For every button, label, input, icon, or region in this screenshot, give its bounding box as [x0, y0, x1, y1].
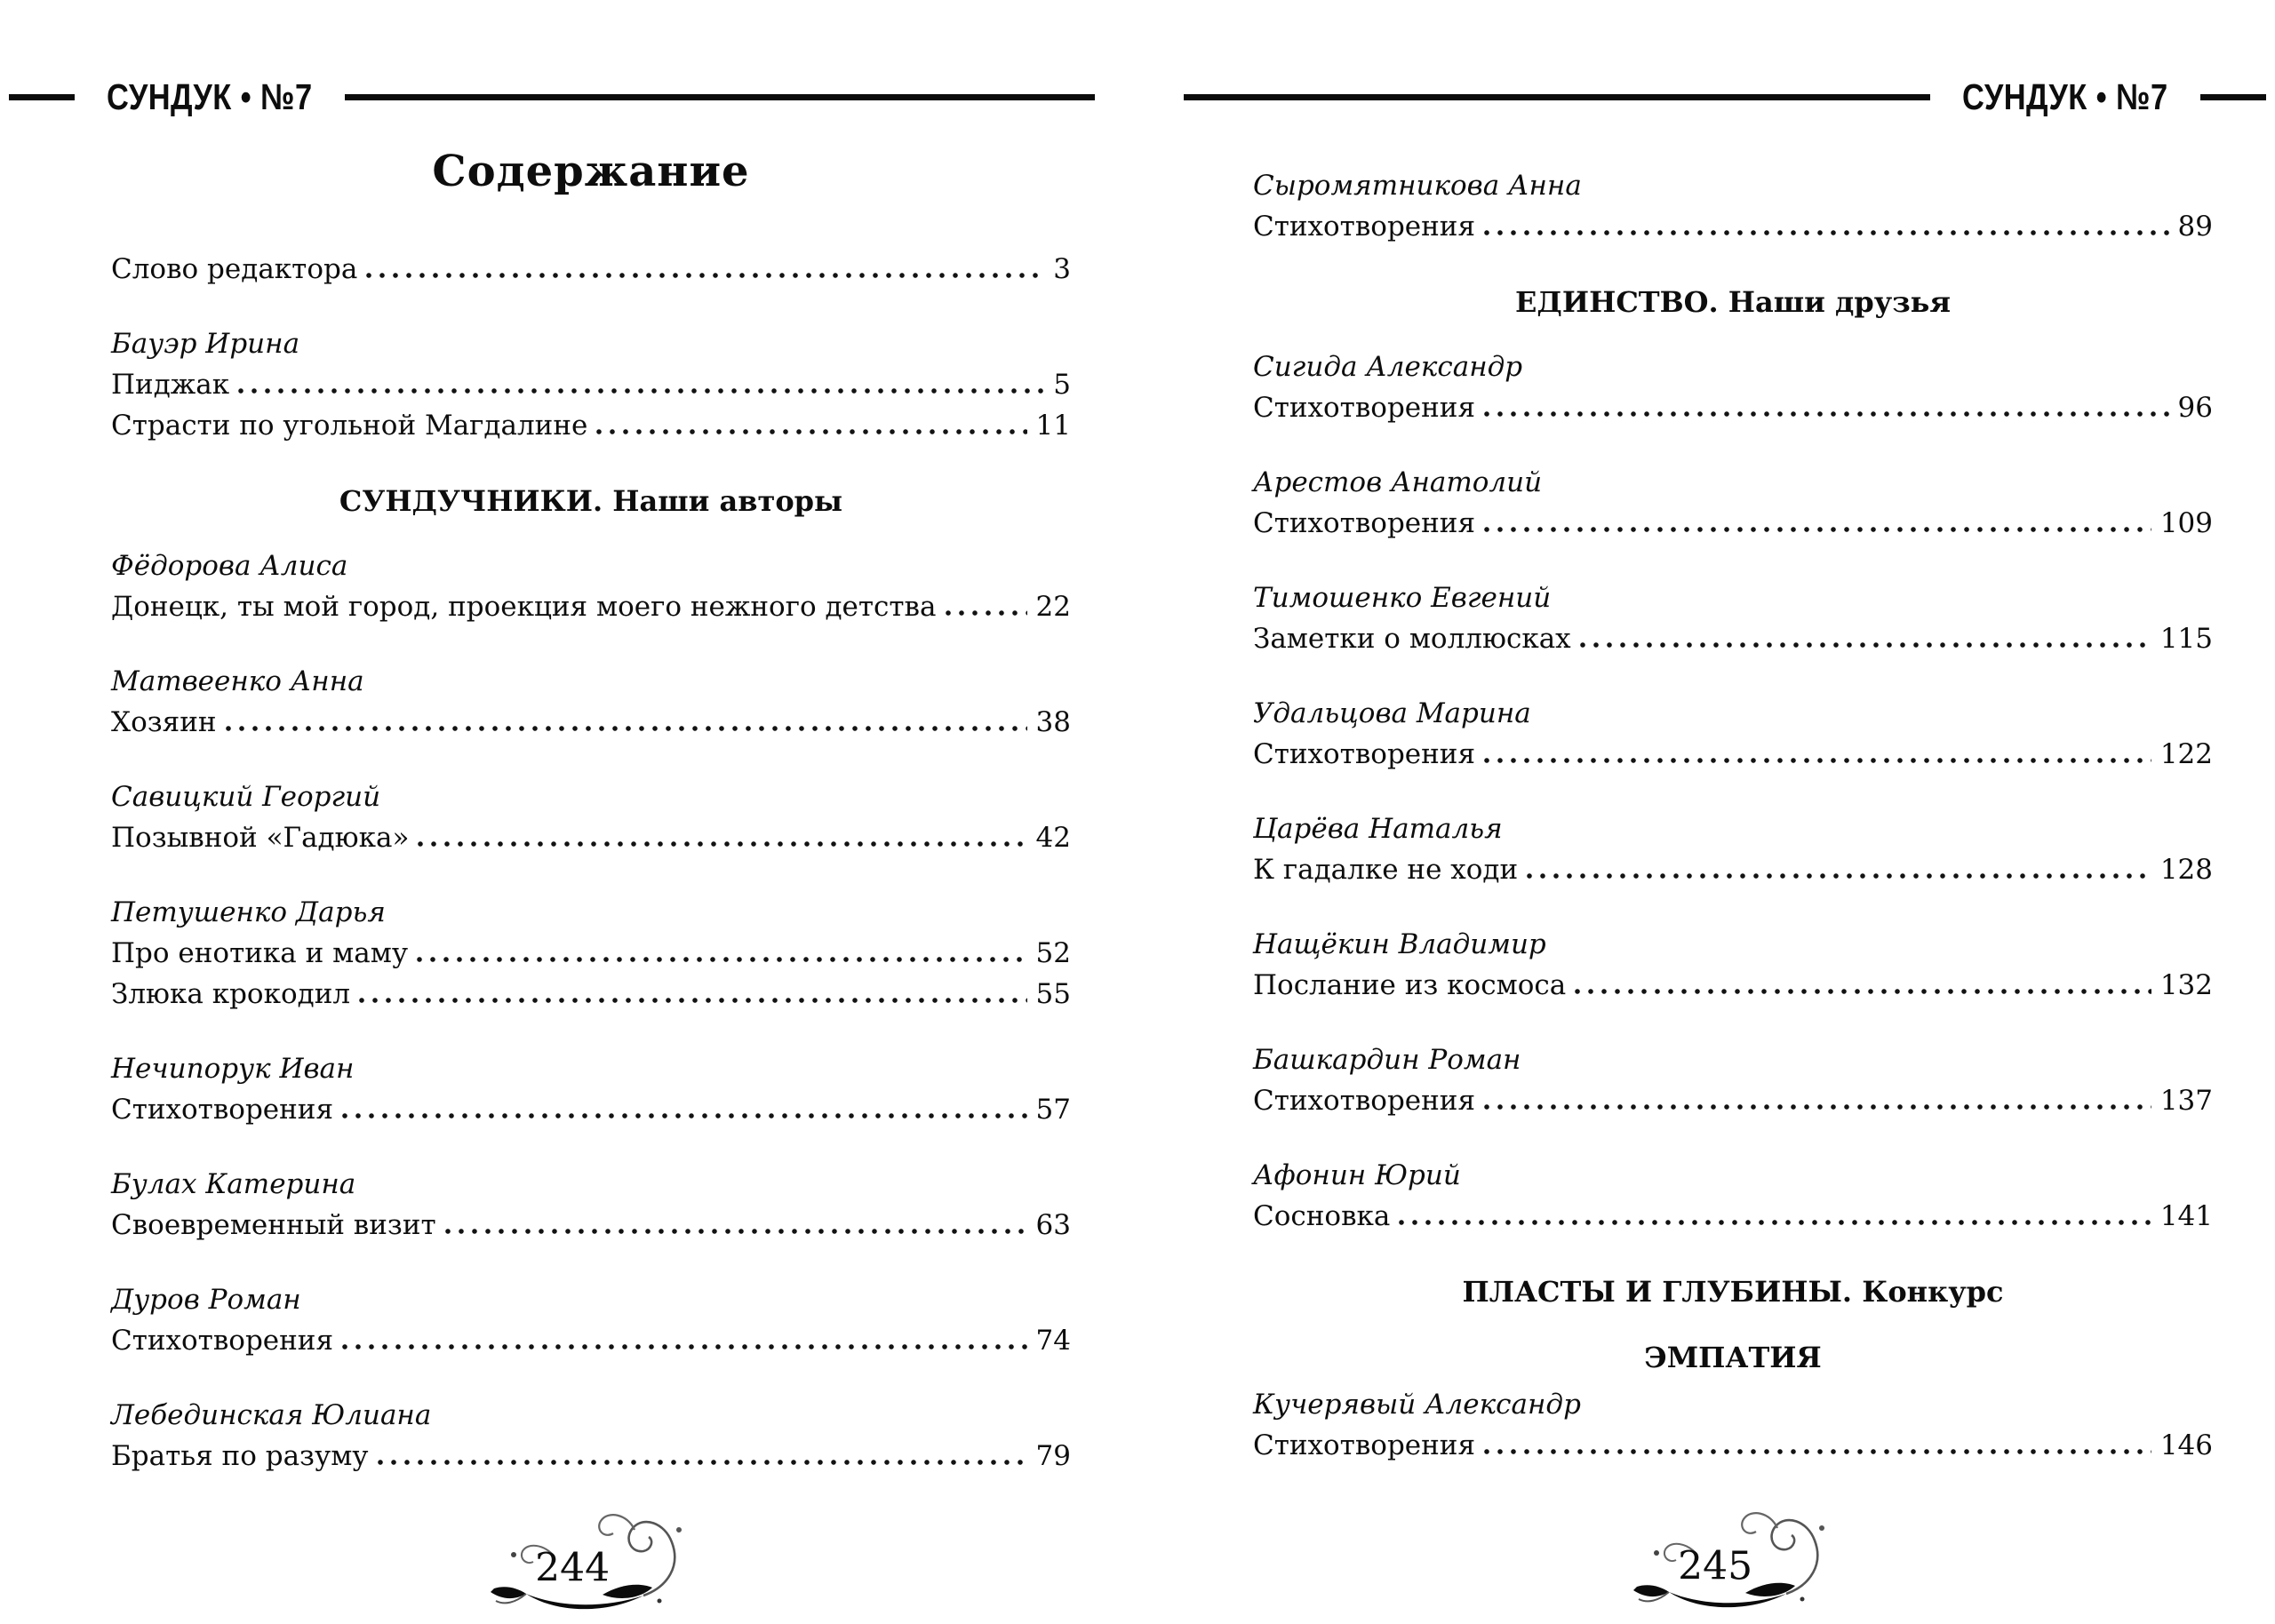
dot-leader — [1484, 527, 2151, 532]
toc-group — [1253, 577, 2213, 659]
toc-entry-page: 42 — [1035, 822, 1071, 854]
dot-leader — [946, 610, 1027, 616]
toc-author: Петушенко Дарья — [111, 896, 386, 928]
toc-entry-title: Послание из космоса — [1253, 969, 1567, 1001]
toc-entry-row — [111, 586, 1071, 627]
toc-entry-page: 5 — [1053, 369, 1071, 401]
toc-entry-page: 96 — [2177, 392, 2213, 424]
header-rule-long — [1184, 94, 1930, 100]
toc-entry-row — [111, 702, 1071, 743]
toc-entry-row — [111, 933, 1071, 974]
toc-author: Башкардин Роман — [1253, 1044, 1521, 1076]
dot-leader — [366, 273, 1044, 278]
toc-entry-page: 63 — [1035, 1209, 1071, 1241]
toc-left — [111, 249, 1071, 1477]
toc-section-header: ПЛАСТЫ И ГЛУБИНЫ. Конкурс — [1462, 1275, 2004, 1309]
toc-entry-title: Хозяин — [111, 706, 217, 738]
dot-leader — [596, 429, 1026, 434]
toc-author: Фёдорова Алиса — [111, 550, 348, 582]
right-page — [1138, 0, 2275, 1624]
toc-author: Савицкий Георгий — [111, 781, 381, 813]
toc-group — [111, 776, 1071, 858]
toc-entry-row — [111, 405, 1071, 446]
dot-leader — [226, 726, 1027, 731]
toc-entry-title: Пиджак — [111, 369, 230, 401]
toc-entry-page: 74 — [1035, 1325, 1071, 1357]
toc-author: Нечипорук Иван — [111, 1053, 355, 1085]
toc-group — [1253, 1039, 2213, 1121]
toc-group — [111, 323, 1071, 446]
dot-leader — [417, 957, 1026, 962]
toc-entry-page: 38 — [1035, 706, 1071, 738]
toc-author: Сыромятникова Анна — [1253, 170, 1582, 202]
toc-entry-page: 11 — [1035, 410, 1071, 442]
toc-entry-row — [1253, 1425, 2213, 1466]
running-head-right — [1138, 76, 2275, 118]
dot-leader — [1580, 642, 2151, 648]
toc-entry-row — [111, 1205, 1071, 1246]
running-head-text: СУНДУК • №7 — [107, 76, 313, 117]
page-number: 244 — [535, 1545, 611, 1591]
dot-leader — [378, 1460, 1027, 1465]
toc-group — [1253, 924, 2213, 1006]
toc-entry-title: Стихотворения — [111, 1094, 334, 1126]
toc-entry-row — [1253, 734, 2213, 775]
dot-leader — [342, 1113, 1027, 1118]
toc-entry-page: 141 — [2159, 1200, 2213, 1232]
toc-author: Царёва Наталья — [1253, 813, 1503, 845]
running-head-text: СУНДУК • №7 — [1962, 76, 2168, 117]
toc-entry-page: 109 — [2159, 507, 2213, 539]
toc-entry-page: 22 — [1035, 591, 1071, 623]
page-number-ornament-right — [1612, 1501, 1852, 1621]
toc-author: Лебединская Юлиана — [111, 1399, 432, 1431]
toc-author: Дуров Роман — [111, 1284, 301, 1316]
toc-right — [1253, 165, 2213, 1466]
toc-entry-row — [1253, 503, 2213, 544]
toc-group — [111, 1048, 1071, 1130]
page-number-ornament-left — [469, 1503, 709, 1623]
toc-group — [111, 892, 1071, 1015]
toc-entry-title: Стихотворения — [1253, 1429, 1476, 1461]
toc-author: Арестов Анатолий — [1253, 466, 1543, 498]
toc-group — [1253, 1155, 2213, 1237]
dot-leader — [445, 1229, 1027, 1234]
toc-group — [1253, 808, 2213, 890]
toc-entry-row — [1253, 1080, 2213, 1121]
toc-entry-title: Заметки о моллюсках — [1253, 623, 1571, 655]
toc-author: Бауэр Ирина — [111, 328, 300, 360]
toc-author: Удальцова Марина — [1253, 697, 1531, 729]
toc-group — [111, 1395, 1071, 1477]
toc-entry-page: 137 — [2159, 1085, 2213, 1117]
dot-leader — [1575, 989, 2151, 994]
toc-section-header: ЭМПАТИЯ — [1644, 1341, 1822, 1374]
toc-group — [1253, 165, 2213, 247]
toc-entry-row — [1253, 206, 2213, 247]
toc-section-header: ЕДИНСТВО. Наши друзья — [1515, 285, 1951, 319]
toc-entry-title: Стихотворения — [1253, 507, 1476, 539]
dot-leader — [342, 1344, 1027, 1349]
toc-group — [1253, 1384, 2213, 1466]
toc-entry-row — [111, 249, 1071, 290]
toc-entry-title: Стихотворения — [1253, 392, 1476, 424]
dot-leader — [1527, 873, 2151, 879]
toc-entry-row — [111, 1089, 1071, 1130]
toc-entry-row — [1253, 849, 2213, 890]
running-head-left — [0, 76, 1138, 118]
toc-entry-title: Стихотворения — [1253, 738, 1476, 770]
dot-leader — [1484, 1104, 2151, 1110]
dot-leader — [1484, 230, 2169, 235]
toc-group — [111, 1164, 1071, 1246]
toc-entry-row — [111, 1436, 1071, 1477]
toc-entry-title: Про енотика и маму — [111, 937, 409, 969]
dot-leader — [1484, 1449, 2151, 1454]
toc-entry-row — [111, 817, 1071, 858]
toc-author: Матвеенко Анна — [111, 665, 364, 697]
toc-entry-title: Сосновка — [1253, 1200, 1391, 1232]
toc-group — [111, 661, 1071, 743]
toc-entry-page: 52 — [1035, 937, 1071, 969]
dot-leader — [418, 841, 1026, 847]
page-title: Содержание — [432, 147, 750, 196]
toc-entry-row — [111, 1320, 1071, 1361]
left-page-content — [111, 133, 1071, 1510]
toc-entry-page: 79 — [1035, 1440, 1071, 1472]
toc-entry-page: 132 — [2159, 969, 2213, 1001]
toc-group — [111, 1279, 1071, 1361]
toc-entry-title: Слово редактора — [111, 253, 358, 285]
header-rule-short — [9, 94, 75, 100]
dot-leader — [1484, 758, 2151, 763]
page-number: 245 — [1678, 1543, 1753, 1589]
toc-entry-row — [1253, 387, 2213, 428]
toc-author: Кучерявый Александр — [1253, 1389, 1581, 1421]
toc-group — [1253, 462, 2213, 544]
toc-entry-page: 115 — [2159, 623, 2213, 655]
toc-entry-row — [1253, 1196, 2213, 1237]
toc-entry-row — [1253, 618, 2213, 659]
toc-entry-title: Стихотворения — [1253, 211, 1476, 243]
toc-entry-title: Братья по разуму — [111, 1440, 369, 1472]
toc-entry-title: Злюка крокодил — [111, 978, 351, 1010]
dot-leader — [1399, 1220, 2151, 1225]
toc-entry-title: Донецк, ты мой город, проекция моего нежного детства — [111, 591, 937, 623]
toc-author: Булах Катерина — [111, 1168, 356, 1200]
toc-entry-row — [111, 974, 1071, 1015]
dot-leader — [238, 388, 1044, 394]
toc-entry-title: Позывной «Гадюка» — [111, 822, 410, 854]
toc-entry-page: 146 — [2159, 1429, 2213, 1461]
toc-section-header: СУНДУЧНИКИ. Наши авторы — [339, 484, 843, 518]
toc-entry-row — [1253, 965, 2213, 1006]
toc-entry-page: 57 — [1035, 1094, 1071, 1126]
toc-entry-page: 128 — [2159, 854, 2213, 886]
toc-entry-page: 55 — [1035, 978, 1071, 1010]
dot-leader — [359, 998, 1026, 1003]
toc-entry-title: К гадалке не ходи — [1253, 854, 1519, 886]
toc-entry-page: 89 — [2177, 211, 2213, 243]
toc-entry-title: Стихотворения — [1253, 1085, 1476, 1117]
toc-author: Сигида Александр — [1253, 351, 1523, 383]
toc-group — [1253, 693, 2213, 775]
toc-entry-title: Своевременный визит — [111, 1209, 436, 1241]
toc-group — [1253, 346, 2213, 428]
dot-leader — [1484, 411, 2169, 417]
toc-author: Афонин Юрий — [1253, 1159, 1461, 1191]
toc-entry-title: Страсти по угольной Магдалине — [111, 410, 588, 442]
toc-group — [111, 249, 1071, 290]
toc-author: Нащёкин Владимир — [1253, 928, 1546, 960]
toc-entry-page: 122 — [2159, 738, 2213, 770]
toc-entry-row — [111, 364, 1071, 405]
toc-author: Тимошенко Евгений — [1253, 582, 1552, 614]
header-rule-long — [345, 94, 1095, 100]
toc-entry-title: Стихотворения — [111, 1325, 334, 1357]
header-rule-short — [2200, 94, 2266, 100]
right-page-content — [1253, 133, 2213, 1500]
toc-group — [111, 545, 1071, 627]
toc-entry-page: 3 — [1053, 253, 1071, 285]
